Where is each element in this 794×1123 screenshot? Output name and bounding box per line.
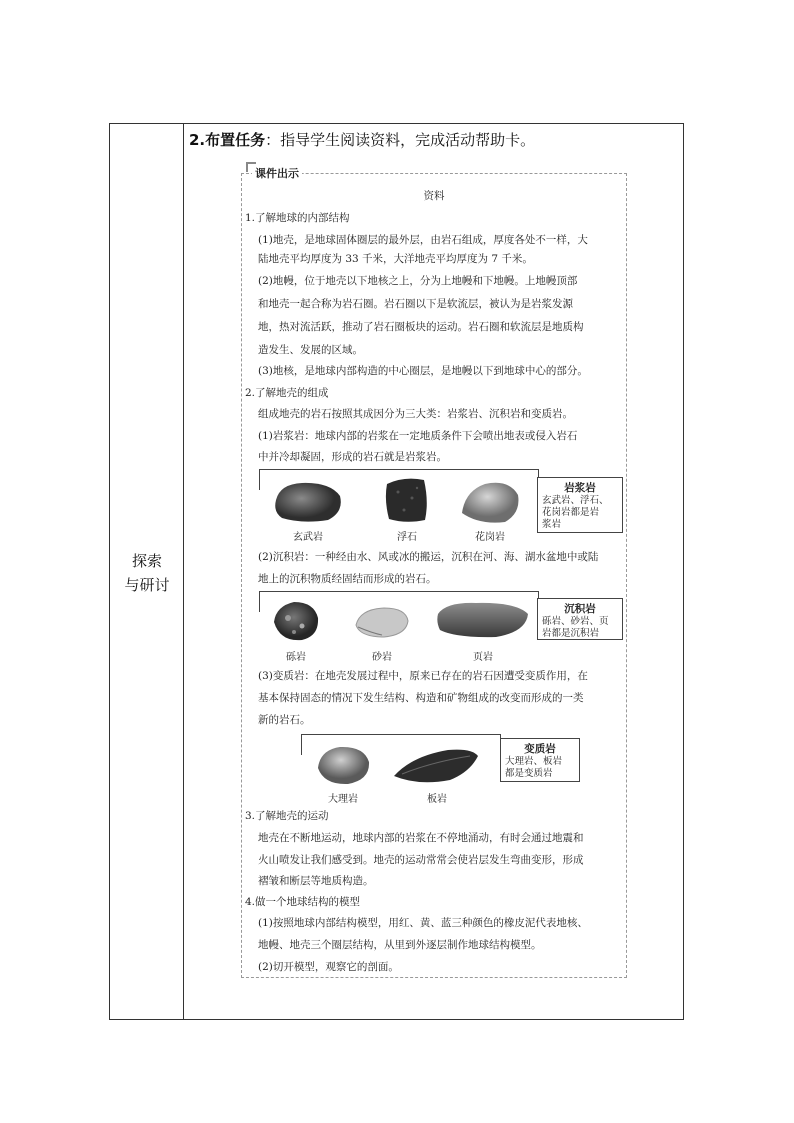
sedimentary-legend-line: 岩都是沉积岩 (542, 628, 600, 639)
material-line: (2)沉积岩：一种经由水、风或冰的搬运，沉积在河、海、湖水盆地中或陆 (258, 551, 599, 563)
material-line: 和地壳一起合称为岩石圈。岩石圈以下是软流层，被认为是岩浆发源 (258, 298, 573, 310)
material-line: (3)变质岩：在地壳发展过程中，原来已存在的岩石因遭受变质作用，在 (258, 670, 588, 682)
material-line: (1)按照地球内部结构模型，用红、黄、蓝三种颜色的橡皮泥代表地核、 (258, 917, 588, 929)
pumice-caption: 浮石 (397, 532, 417, 543)
material-line: 1.了解地球的内部结构 (245, 212, 350, 224)
material-line: (2)切开模型，观察它的剖面。 (258, 961, 399, 973)
material-line: 中并冷却凝固，形成的岩石就是岩浆岩。 (258, 451, 447, 463)
material-line: 地壳在不断地运动，地球内部的岩浆在不停地涌动，有时会通过地震和 (258, 832, 584, 844)
section-label-line1: 探索 (131, 552, 162, 570)
sandstone-image (354, 605, 410, 639)
sedimentary-legend-title: 沉积岩 (564, 603, 596, 615)
material-line: 地，热对流活跃，推动了岩石圈板块的运动。岩石圈和软流层是地质构 (258, 321, 584, 333)
material-line: (2)地幔，位于地壳以下地核之上，分为上地幔和下地幔。上地幔顶部 (258, 275, 578, 287)
task-text: ：指导学生阅读资料，完成活动帮助卡。 (265, 131, 536, 149)
granite-caption: 花岗岩 (475, 532, 505, 543)
igneous-legend-title: 岩浆岩 (564, 482, 596, 494)
task-number: 2.布置任务 (189, 131, 266, 149)
material-line: 褶皱和断层等地质构造。 (258, 875, 374, 887)
pumice-image (384, 476, 430, 524)
conglomerate-caption: 砾岩 (286, 652, 306, 663)
courseware-tag: 课件出示 (252, 165, 302, 181)
material-line: 陆地壳平均厚度为 33 千米，大洋地壳平均厚度为 7 千米。 (258, 253, 533, 265)
basalt-caption: 玄武岩 (293, 532, 323, 543)
material-line: 3.了解地壳的运动 (245, 810, 329, 822)
igneous-legend-line: 玄武岩、浮石、 (542, 495, 609, 506)
section-label (110, 549, 184, 597)
metamorphic-legend-line: 大理岩、板岩 (505, 756, 563, 767)
sandstone-caption: 砂岩 (372, 652, 392, 663)
slate-image (392, 746, 482, 786)
igneous-legend-line: 花岗岩都是岩 (542, 507, 600, 518)
metamorphic-legend (500, 738, 580, 782)
igneous-legend-line: 浆岩 (542, 519, 562, 530)
material-line: (1)岩浆岩：地球内部的岩浆在一定地质条件下会喷出地表或侵入岩石 (258, 430, 578, 442)
marble-image (314, 744, 372, 786)
material-line: 基本保持固态的情况下发生结构、构造和矿物组成的改变而形成的一类 (258, 692, 584, 704)
shale-image (436, 600, 530, 640)
marble-caption: 大理岩 (328, 794, 358, 805)
material-line: 4.做一个地球结构的模型 (245, 896, 361, 908)
material-line: 造发生、发展的区域。 (258, 344, 363, 356)
task-heading (189, 129, 535, 150)
material-line: (3)地核，是地球内部构造的中心圈层，是地幔以下到地球中心的部分。 (258, 365, 588, 377)
material-line: (1)地壳，是地球固体圈层的最外层，由岩石组成，厚度各处不一样，大 (258, 234, 588, 246)
material-line: 火山喷发让我们感受到。地壳的运动常常会使岩层发生弯曲变形，形成 (258, 854, 584, 866)
section-label-line2: 与研讨 (124, 576, 170, 594)
basalt-image (272, 480, 344, 524)
sedimentary-legend (537, 598, 623, 640)
shale-caption: 页岩 (473, 652, 493, 663)
conglomerate-image (272, 600, 320, 642)
section-column (110, 124, 184, 1019)
igneous-legend (537, 477, 623, 533)
material-line: 新的岩石。 (258, 714, 311, 726)
granite-image (459, 479, 521, 525)
material-line: 地幔、地壳三个圈层结构，从里到外逐层制作地球结构模型。 (258, 939, 542, 951)
sedimentary-legend-line: 砾岩、砂岩、页 (542, 616, 609, 627)
material-line: 组成地壳的岩石按照其成因分为三大类：岩浆岩、沉积岩和变质岩。 (258, 408, 573, 420)
metamorphic-legend-line: 都是变质岩 (505, 768, 553, 779)
material-line: 地上的沉积物质经固结而形成的岩石。 (258, 573, 437, 585)
metamorphic-legend-title: 变质岩 (524, 743, 556, 755)
material-heading: 资料 (423, 190, 445, 202)
material-line: 2.了解地壳的组成 (245, 387, 329, 399)
slate-caption: 板岩 (427, 794, 447, 805)
